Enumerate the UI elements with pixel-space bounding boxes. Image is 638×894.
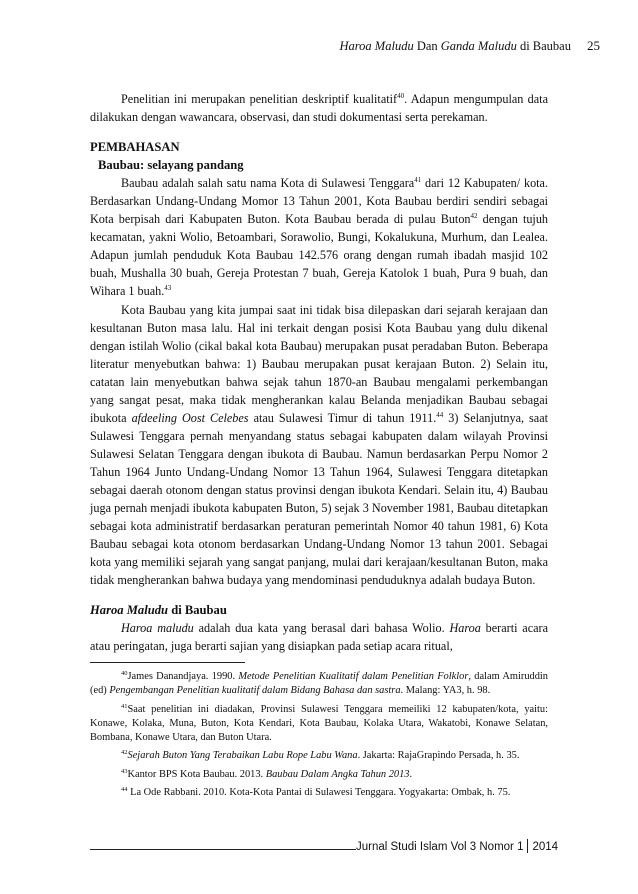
footnote-41 bbox=[90, 703, 548, 746]
text-run: dari 12 Kabupaten/ kota. Berdasarkan Undang-Undang Momor 13 Tahun 2001, Kota Baubau berdiri sendiri sebagai Kota berpisah dari Kabupaten Buton. Kota Baubau berada di pulau Buton bbox=[90, 176, 549, 227]
text-run: , dalam Amiruddin (ed) bbox=[90, 671, 548, 697]
paragraph-haroa-definition bbox=[90, 619, 548, 655]
footnote-ref-41: 41 bbox=[414, 176, 422, 185]
paragraph-baubau-history bbox=[90, 301, 548, 590]
text-run-italic: Sejarah Buton Yang Terabaikan Labu Rope Labu Wana bbox=[127, 750, 358, 762]
text-run-italic: Metode Penelitian Kualitatif dalam Penelitian Folklor bbox=[238, 671, 469, 682]
footer-label bbox=[356, 839, 559, 855]
text-run: Kota Baubau yang kita jumpai saat ini tidak bisa dilepaskan dari sejarah kerajaan dan kesultanan Buton masa lalu. Hal ini terkait dengan posisi Kota Baubau yang dulu dikenal dengan istilah Wolio (cikal bakal kota Baubau) merupakan pusat peradaban Buton. Beberapa literatur menyebutkan bahwa: 1) Baubau merupakan pusat kerajaan Buton. 2) Selain itu, catatan lain menyebutkan bahwa sejak tahun 1870-an Baubau mengalami perkembangan yang sangat pesat, maka tidak mengherankan kalau Belanda menjadikan Baubau sebagai ibukota bbox=[90, 302, 548, 425]
subsection-heading-baubau: Baubau: selayang pandang bbox=[98, 158, 244, 173]
footnote-ref-42: 42 bbox=[470, 212, 478, 221]
footnote-separator bbox=[90, 662, 245, 663]
body-text bbox=[90, 90, 548, 655]
text-run-italic: Haroa maludu bbox=[121, 621, 194, 636]
footnote-number: 42 bbox=[121, 749, 128, 757]
text-run-italic: Baubau Dalam Angka Tahun 2013 bbox=[265, 768, 410, 780]
paragraph-method bbox=[90, 90, 548, 126]
footnote-40 bbox=[90, 670, 548, 699]
heading-italic: Haroa Maludu bbox=[90, 603, 169, 618]
footnote-ref-43: 43 bbox=[164, 284, 172, 293]
footnote-number: 40 bbox=[121, 670, 128, 677]
footnotes bbox=[90, 670, 548, 804]
heading-run: di Baubau bbox=[168, 603, 227, 618]
text-run: La Ode Rabbani. 2010. Kota-Kota Pantai di Sulawesi Tenggara. Yogyakarta: Ombak, h. 75. bbox=[127, 787, 511, 799]
header-title-1: Haroa Maludu bbox=[339, 39, 414, 53]
paragraph-baubau-profile bbox=[90, 174, 548, 300]
footnote-42 bbox=[90, 749, 548, 763]
text-run: Kantor BPS Kota Baubau. 2013. bbox=[127, 768, 266, 780]
running-header bbox=[0, 38, 600, 56]
text-run: . Malang: YA3, h. 98. bbox=[400, 685, 491, 697]
journal-name: Jurnal Studi Islam Vol 3 Nomor 1 bbox=[356, 841, 524, 853]
text-run: . bbox=[409, 768, 413, 780]
text-run: berarti acara atau peringatan, juga berarti sajian yang disiapkan pada setiap acara ritual, bbox=[90, 621, 549, 654]
header-title-3: Ganda Maludu bbox=[440, 39, 517, 53]
footer-rule bbox=[90, 849, 356, 850]
footnote-43 bbox=[90, 768, 548, 782]
footer-divider bbox=[527, 839, 528, 853]
footnote-44 bbox=[90, 786, 548, 800]
page-number: 25 bbox=[587, 38, 600, 53]
text-run: Baubau adalah salah satu nama Kota di Sulawesi Tenggara bbox=[121, 176, 415, 191]
text-run: 3) Selanjutnya, saat Sulawesi Tenggara pernah menyandang status sebagai kabupaten dalam wilayah Provinsi Sulawesi Selatan Tenggara dengan ibukota di Baubau. Namun berdasarkan Perpu Nomor 2 Tahun 1964 Junto Undang-Undang Nomor 13 Tahun 1964, Sulawesi Tenggara ditetapkan sebagai daerah otonom dengan status provinsi dengan ibukota Kendari. Selain itu, 4) Baubau juga pernah menjadi ibukota kabupaten Buton, 5) sejak 3 November 1981, Baubau ditetapkan sebagai kota administratif berdasarkan peraturan pemerintah Nomor 40 tahun 1981, 6) Kota Baubau sebagai kota otonom berdasarkan Undang-Undang Nomor 13 tahun 2001. Sebagai kota yang memiliki sejarah yang sangat panjang, mulai dari kerajaan/kesultanan Buton, maka tidak mengherankan bahwa budaya yang mendominasi penduduknya adalah budaya Buton. bbox=[90, 410, 548, 588]
header-title-2: Dan bbox=[413, 39, 441, 53]
text-run: atau Sulawesi Timur di tahun 1911. bbox=[248, 410, 437, 425]
journal-year: 2014 bbox=[532, 841, 559, 853]
text-run-italic: Pengembangan Penelitian kualitatif dalam Bidang Bahasa dan sastra bbox=[109, 685, 401, 697]
footnote-number: 44 bbox=[121, 786, 128, 794]
text-run: dengan tujuh kecamatan, yakni Wolio, Betoambari, Sorawolio, Bungi, Kokalukuna, Murhum, dan Lealea. Adapun jumlah penduduk Kota Baubau 142.576 orang dengan rumah ibadah masjid 102 buah, Mushalla 30 buah, Gereja Protestan 7 buah, Gereja Katolok 1 buah, Pura 9 buah, dan Wihara 1 buah. bbox=[90, 212, 549, 299]
section-heading-pembahasan: PEMBAHASAN bbox=[90, 140, 180, 155]
section-heading-haroa-maludu bbox=[90, 601, 548, 619]
text-run: James Danandjaya. 1990. bbox=[127, 671, 239, 682]
text-run-italic: Haroa bbox=[449, 621, 481, 636]
footnote-number: 41 bbox=[121, 702, 128, 710]
footnote-ref-44: 44 bbox=[436, 410, 444, 419]
text-run: adalah dua kata yang berasal dari bahasa Wolio. bbox=[193, 621, 450, 636]
text-run: . Jakarta: RajaGrapindo Persada, h. 35. bbox=[357, 750, 520, 762]
text-run-italic: afdeeling Oost Celebes bbox=[131, 410, 249, 425]
footnote-ref-40: 40 bbox=[397, 92, 405, 100]
text-run: Penelitian ini merupakan penelitian deskriptif kualitatif bbox=[121, 92, 398, 106]
text-run: . Adapun mengumpulan data dilakukan dengan wawancara, observasi, dan studi dokumentasi serta perekaman. bbox=[90, 92, 548, 125]
header-title-4: di Baubau bbox=[516, 39, 571, 53]
footnote-number: 43 bbox=[121, 767, 128, 775]
journal-footer bbox=[90, 836, 559, 856]
text-run: Saat penelitian ini diadakan, Provinsi Sulawesi Tenggara memeiliki 12 kabupaten/kota, yaitu: Konawe, Kolaka, Muna, Buton, Kota Kendari, Kota Baubau, Kolaka Utara, Wakatobi, Konawe Selatan, Bombana, Konawe Utara, dan Buton Utara. bbox=[90, 703, 548, 744]
